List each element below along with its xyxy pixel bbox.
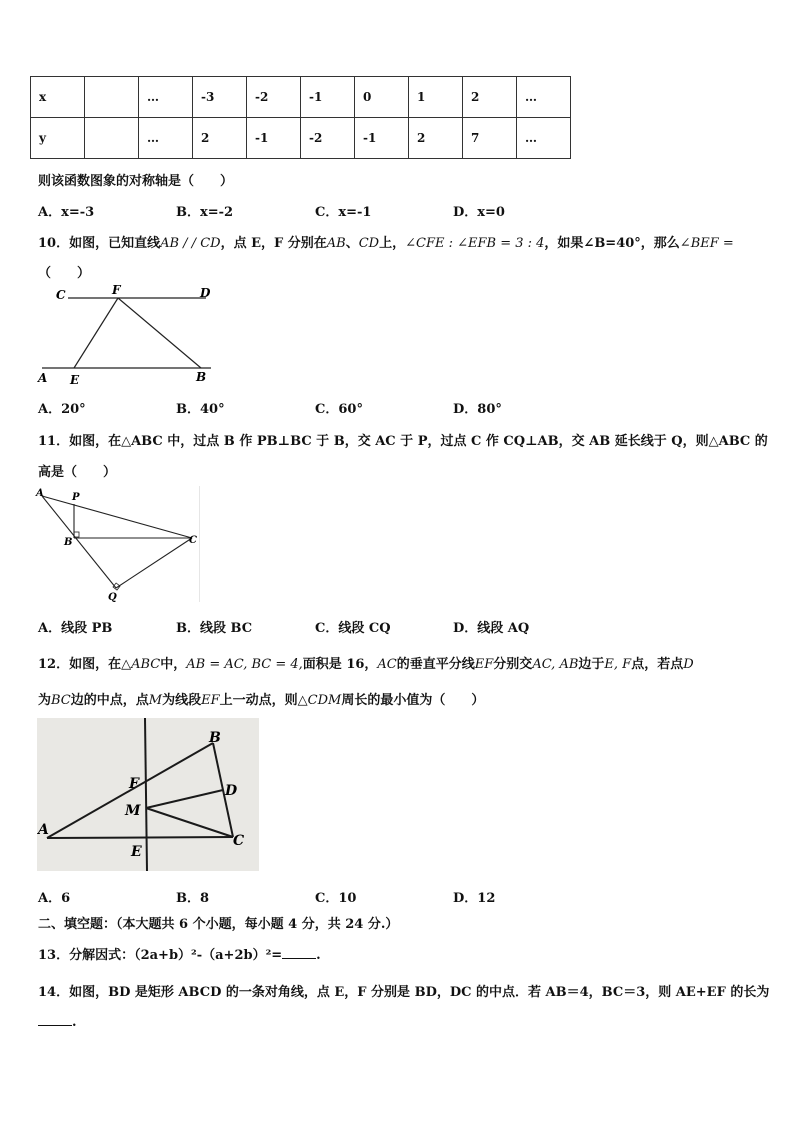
q10-option-d: D．80° xyxy=(453,402,502,417)
q12-text: 点，若点 xyxy=(631,657,684,672)
answer-blank xyxy=(38,1013,72,1026)
q9-option-b: B．x=-2 xyxy=(176,205,234,220)
q11-stem-line2: 高是（ ） xyxy=(38,465,117,480)
label-e: E xyxy=(70,373,80,387)
q10-text: 10．如图，已知直线 xyxy=(38,236,161,251)
q12-text: 分别交 xyxy=(493,657,533,672)
q10-text: 上， xyxy=(379,236,406,251)
q12-stem-line1 xyxy=(38,653,694,672)
table-cell: … xyxy=(517,118,571,159)
q12-text: 为 xyxy=(38,693,52,708)
q10-math: CD xyxy=(358,236,380,251)
table-cell: 2 xyxy=(463,77,517,118)
q9-option-d: D．x=0 xyxy=(453,205,505,220)
q12-option-b: B．8 xyxy=(176,891,210,906)
q11-option-a: A．线段 PB xyxy=(38,621,113,636)
label-a: A xyxy=(36,488,44,499)
q11-stem-line1: 11．如图，在△ABC 中，过点 B 作 PB⊥BC 于 B，交 AC 于 P，过点 C 作 CQ⊥AB，交 AB 延长线于 Q，则△ABC 的 xyxy=(38,434,768,449)
table-cell: -2 xyxy=(301,118,355,159)
figure-edge xyxy=(199,486,200,602)
table-cell: y xyxy=(31,118,85,159)
q9-option-c: C．x=-1 xyxy=(315,205,372,220)
q12-text: 12．如图，在 xyxy=(38,657,122,672)
q11-option-d: D．线段 AQ xyxy=(453,621,530,636)
segment-aq xyxy=(42,496,116,588)
answer-blank xyxy=(282,946,316,959)
q11-option-c: C．线段 CQ xyxy=(315,621,391,636)
table-cell xyxy=(85,118,139,159)
table-cell: 2 xyxy=(409,118,463,159)
q12-math: M xyxy=(148,693,163,708)
segment-ac xyxy=(47,837,233,838)
q9-stem: 则该函数图象的对称轴是（ ） xyxy=(38,174,234,189)
table-cell: -1 xyxy=(247,118,301,159)
q10-text: 、 xyxy=(345,236,359,251)
q10-paren: （ ） xyxy=(38,266,91,281)
label-c: C xyxy=(189,535,197,546)
label-b: B xyxy=(196,370,207,384)
q12-math: EF xyxy=(474,657,494,672)
q12-text: 为线段 xyxy=(162,693,202,708)
q12-option-c: C．10 xyxy=(315,891,357,906)
label-d: D xyxy=(200,286,211,300)
table-cell: 7 xyxy=(463,118,517,159)
q10-math: ∠CFE : ∠EFB = 3 : 4 xyxy=(405,236,545,251)
q10-option-c: C．60° xyxy=(315,402,363,417)
label-a: A xyxy=(38,371,48,385)
label-c: C xyxy=(233,833,245,849)
q9-option-a: A．x=-3 xyxy=(38,205,95,220)
table-cell: 0 xyxy=(355,77,409,118)
table-cell: x xyxy=(31,77,85,118)
table-cell: -1 xyxy=(301,77,355,118)
table-row xyxy=(31,118,571,159)
label-f: F xyxy=(129,776,139,792)
table-cell: -1 xyxy=(355,118,409,159)
table-cell xyxy=(85,77,139,118)
segment-cq xyxy=(116,538,192,588)
table-cell: -2 xyxy=(247,77,301,118)
q12-math: △ABC xyxy=(121,657,161,672)
segment-fb xyxy=(118,298,201,368)
q11-option-b: B．线段 BC xyxy=(176,621,253,636)
section-heading: 二、填空题：（本大题共 6 个小题，每小题 4 分，共 24 分.） xyxy=(38,917,399,932)
q14-stem-line1: 14．如图，BD 是矩形 ABCD 的一条对角线，点 E，F 分别是 BD，DC 的中点．若 AB＝4，BC＝3，则 AE+EF 的长为 xyxy=(38,985,770,1000)
q12-text: 中， xyxy=(160,657,187,672)
q12-math: AC xyxy=(377,657,397,672)
q12-math: E, F xyxy=(604,657,632,672)
q10-math: ∠BEF = xyxy=(679,236,734,251)
label-b: B xyxy=(209,730,221,746)
xy-value-table xyxy=(30,76,571,159)
table-cell: 1 xyxy=(409,77,463,118)
q12-text: 上一动点，则 xyxy=(219,693,298,708)
q10-math: AB xyxy=(326,236,346,251)
segment-ac xyxy=(42,496,192,538)
q12-math: EF xyxy=(201,693,220,708)
q14-end: . xyxy=(72,1015,77,1030)
label-a: A xyxy=(38,822,49,838)
table-cell: … xyxy=(139,77,193,118)
q11-figure xyxy=(34,486,204,604)
q14-stem-line2 xyxy=(38,1013,77,1030)
q12-text: 的垂直平分线 xyxy=(396,657,475,672)
table-row xyxy=(31,77,571,118)
q10-option-a: A．20° xyxy=(38,402,86,417)
label-e: E xyxy=(131,844,142,860)
q12-math: AC, AB xyxy=(532,657,579,672)
table-cell: 2 xyxy=(193,118,247,159)
label-c: C xyxy=(56,288,66,302)
label-q: Q xyxy=(108,592,117,603)
q13-stem xyxy=(38,944,321,963)
q12-option-a: A．6 xyxy=(38,891,71,906)
q10-math: AB / / CD xyxy=(160,236,221,251)
label-f: F xyxy=(112,283,121,297)
table-cell: -3 xyxy=(193,77,247,118)
q10-text: ，点 E，F 分别在 xyxy=(220,236,327,251)
label-d: D xyxy=(225,783,238,799)
q12-text: 边的中点，点 xyxy=(70,693,149,708)
label-m: M xyxy=(125,803,141,819)
label-b: B xyxy=(64,537,73,548)
q10-figure xyxy=(36,282,226,390)
q12-math: △CDM xyxy=(297,693,342,708)
table-cell: … xyxy=(517,77,571,118)
q10-text: ，如果∠B=40°，那么 xyxy=(544,236,680,251)
q10-option-b: B．40° xyxy=(176,402,225,417)
q12-text: 面积是 16， xyxy=(302,657,378,672)
q12-math: AB = AC, BC = 4, xyxy=(186,657,303,672)
q13-text: 13．分解因式：（2a+b）²-（a+2b）²= xyxy=(38,948,283,963)
segment-fe xyxy=(74,298,118,368)
q12-math: D xyxy=(683,657,694,672)
q12-option-d: D．12 xyxy=(453,891,496,906)
label-p: P xyxy=(72,492,80,503)
q12-figure xyxy=(37,718,259,871)
q12-text: 周长的最小值为（ ） xyxy=(341,693,485,708)
q12-stem-line2 xyxy=(38,689,484,708)
q10-stem xyxy=(38,232,734,251)
q12-math: BC xyxy=(51,693,71,708)
q13-end: . xyxy=(316,948,321,963)
q12-text: 边于 xyxy=(578,657,605,672)
table-cell: … xyxy=(139,118,193,159)
